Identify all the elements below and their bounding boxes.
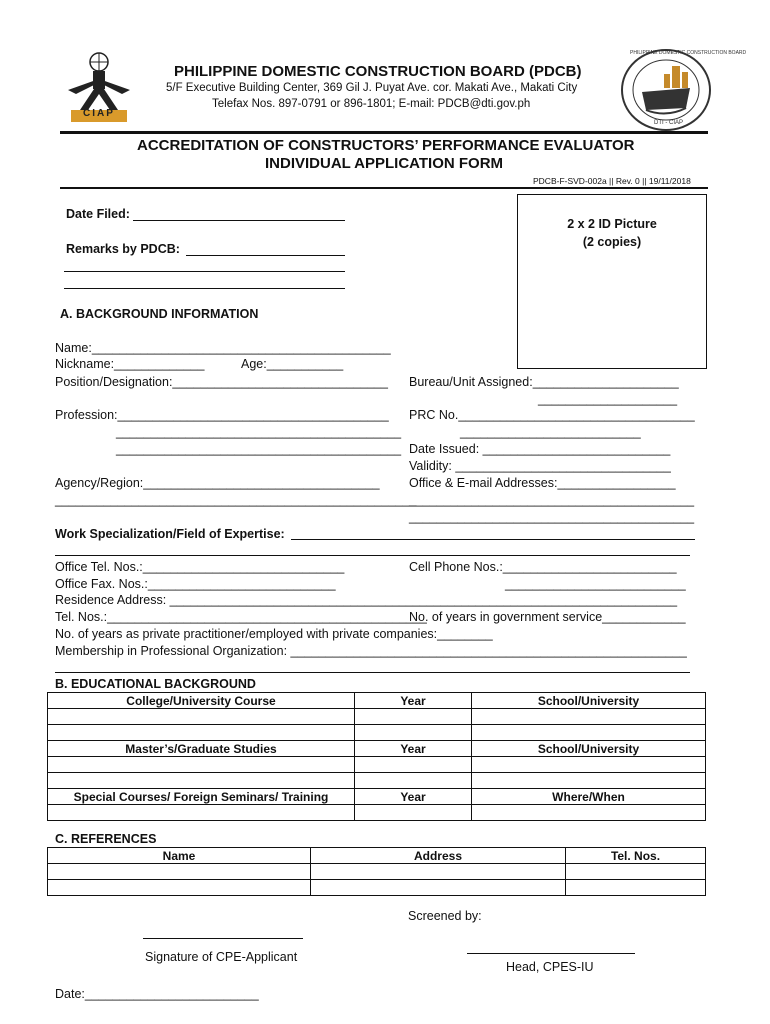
form-title-line2: INDIVIDUAL APPLICATION FORM — [265, 155, 504, 172]
pdcb-seal-bottom-text: DTI - CIAP — [654, 120, 684, 126]
org-name: PHILIPPINE DOMESTIC CONSTRUCTION BOARD (PDCB) — [174, 63, 582, 80]
table-header: College/University Course — [48, 693, 355, 709]
membership-line-2[interactable] — [55, 672, 690, 673]
tel-field[interactable]: Tel. Nos.:______________________________________________ — [55, 610, 427, 624]
table-header: Year — [355, 741, 472, 757]
work-spec-line-2[interactable] — [55, 555, 690, 556]
cell-phone-field[interactable]: Cell Phone Nos.:_________________________ — [409, 560, 677, 574]
table-header-row — [48, 789, 706, 805]
doc-code: PDCB-F-SVD-002a || Rev. 0 || 19/11/2018 — [533, 176, 691, 186]
remarks-line-1[interactable] — [186, 255, 345, 256]
id-photo-box[interactable] — [517, 194, 707, 369]
office-email-field[interactable]: Office & E-mail Addresses:_________________ — [409, 476, 676, 490]
photo-label-1: 2 x 2 ID Picture — [567, 217, 657, 231]
screened-by-label: Screened by: — [408, 909, 482, 923]
nickname-field[interactable]: Nickname:_____________ — [55, 357, 205, 371]
table-header: Name — [48, 848, 311, 864]
pdcb-seal-text: PHILIPPINE DOMESTIC CONSTRUCTION BOARD — [630, 50, 747, 56]
work-spec-label: Work Specialization/Field of Expertise: — [55, 527, 285, 541]
profession-field-3[interactable]: _________________________________________ — [116, 442, 402, 456]
agency-field[interactable]: Agency/Region:__________________________________ — [55, 476, 380, 490]
table-header: Address — [311, 848, 566, 864]
work-spec-line[interactable] — [291, 539, 695, 540]
table-header: Year — [355, 789, 472, 805]
years-private-field[interactable]: No. of years as private practitioner/employed with private companies:________ — [55, 627, 493, 641]
validity-field[interactable]: Validity: _______________________________ — [409, 459, 671, 473]
table-header-row — [48, 693, 706, 709]
table-header: School/University — [472, 741, 706, 757]
table-row[interactable] — [48, 709, 706, 725]
table-header-row — [48, 848, 706, 864]
table-header-row — [48, 741, 706, 757]
applicant-signature-line[interactable] — [143, 938, 303, 939]
prc-field[interactable]: PRC No.__________________________________ — [409, 408, 695, 422]
bureau-field-2[interactable]: ____________________ — [538, 392, 678, 406]
profession-field-2[interactable]: _________________________________________ — [116, 425, 402, 439]
photo-label-2: (2 copies) — [582, 235, 642, 249]
remarks-line-3[interactable] — [64, 288, 345, 289]
table-header: Master’s/Graduate Studies — [48, 741, 355, 757]
ciap-logo-text: CIAP — [83, 108, 115, 119]
org-contact: Telefax Nos. 897-0791 or 896-1801; E-mail: PDCB@dti.gov.ph — [212, 98, 531, 110]
table-row[interactable] — [48, 864, 706, 880]
org-address: 5/F Executive Building Center, 369 Gil J. Puyat Ave. cor. Makati Ave., Makati City — [166, 82, 578, 94]
applicant-signature-label: Signature of CPE-Applicant — [145, 950, 298, 964]
date-field[interactable]: Date:_________________________ — [55, 987, 259, 1001]
table-row[interactable] — [48, 880, 706, 896]
header-rule — [60, 131, 708, 134]
age-field[interactable]: Age:___________ — [241, 357, 344, 371]
prc-field-2[interactable]: __________________________ — [460, 425, 641, 439]
section-c-heading: C. REFERENCES — [55, 832, 157, 846]
years-gov-field[interactable]: No. of years in government service____________ — [409, 610, 686, 624]
remarks-line-2[interactable] — [64, 271, 345, 272]
table-row[interactable] — [48, 805, 706, 821]
references-table — [47, 847, 706, 896]
office-tel-field[interactable]: Office Tel. Nos.:_____________________________ — [55, 560, 345, 574]
agency-field-2[interactable]: ____________________________________________________ — [55, 493, 417, 507]
section-a-heading: A. BACKGROUND INFORMATION — [60, 307, 259, 321]
membership-field[interactable]: Membership in Professional Organization: _________________________________________________________ — [55, 644, 687, 658]
name-field[interactable]: Name:___________________________________________ — [55, 341, 391, 355]
form-title-line1: ACCREDITATION OF CONSTRUCTORS’ PERFORMANCE EVALUATOR — [137, 137, 635, 154]
table-row[interactable] — [48, 725, 706, 741]
table-header: Special Courses/ Foreign Seminars/ Training — [48, 789, 355, 805]
table-header: Year — [355, 693, 472, 709]
table-row[interactable] — [48, 773, 706, 789]
office-email-field-3[interactable]: _________________________________________ — [409, 510, 695, 524]
college-table — [47, 692, 706, 821]
office-fax-field[interactable]: Office Fax. Nos.:___________________________ — [55, 577, 336, 591]
section-b-heading: B. EDUCATIONAL BACKGROUND — [55, 677, 256, 691]
ciap-logo — [66, 50, 132, 122]
office-email-field-2[interactable]: _________________________________________ — [409, 493, 695, 507]
table-header: Tel. Nos. — [566, 848, 706, 864]
table-header: School/University — [472, 693, 706, 709]
cell-phone-field-2[interactable]: __________________________ — [505, 577, 686, 591]
head-signature-line[interactable] — [467, 953, 635, 954]
residence-field[interactable]: Residence Address: _________________________________________________________________________ — [55, 593, 678, 607]
table-header: Where/When — [472, 789, 706, 805]
position-field[interactable]: Position/Designation:_______________________________ — [55, 375, 388, 389]
date-filed-line[interactable] — [133, 220, 345, 221]
head-signature-label: Head, CPES-IU — [506, 960, 594, 974]
remarks-label: Remarks by PDCB: — [66, 242, 180, 256]
profession-field[interactable]: Profession:_______________________________________ — [55, 408, 389, 422]
bureau-field[interactable]: Bureau/Unit Assigned:_____________________ — [409, 375, 679, 389]
date-filed-label: Date Filed: — [66, 207, 130, 221]
table-row[interactable] — [48, 757, 706, 773]
title-rule — [60, 187, 708, 189]
pdcb-seal — [620, 48, 747, 132]
date-issued-field[interactable]: Date Issued: ___________________________ — [409, 442, 671, 456]
